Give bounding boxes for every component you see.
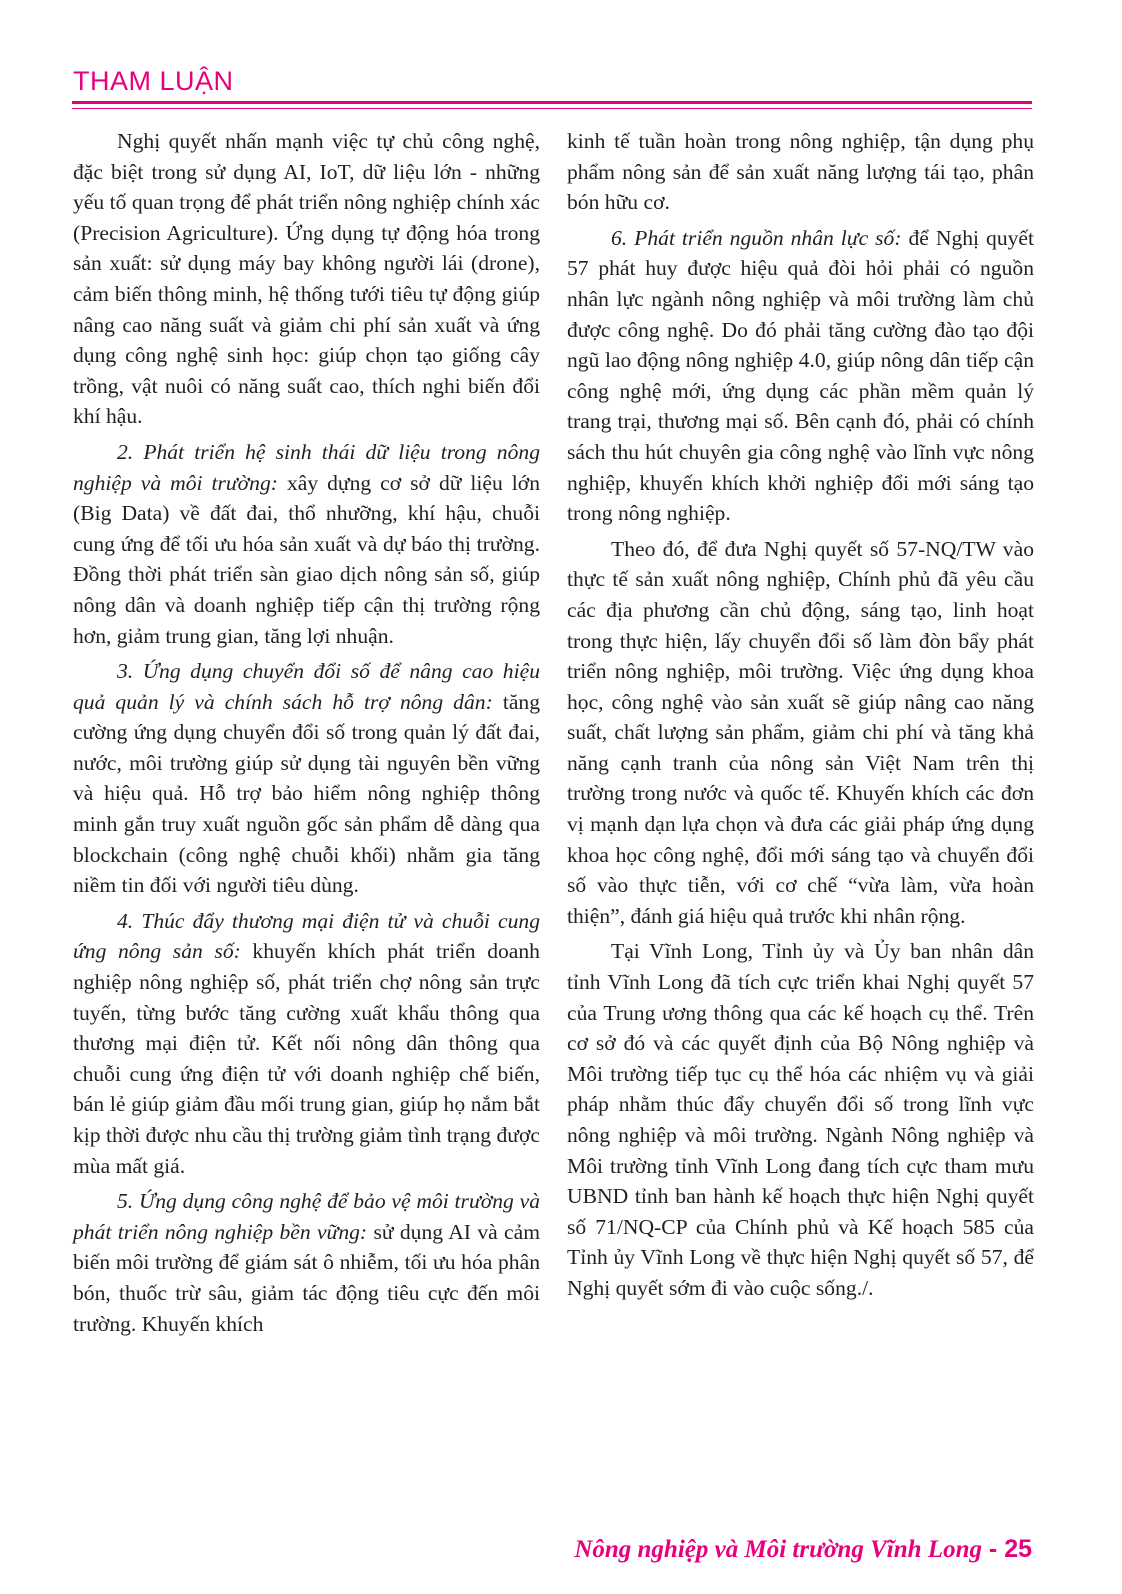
- paragraph: 6. Phát triển nguồn nhân lực số: để Nghị quyết 57 phát huy được hiệu quả đòi hỏi phải có nguồn nhân lực ngành nông nghiệp và môi trường làm chủ được công nghệ. Do đó phải tăng cường đào tạo đội ngũ lao động nông nghiệp 4.0, giúp nông dân tiếp cận công nghệ mới, ứng dụng các phần mềm quản lý trang trại, thương mại số. Bên cạnh đó, phải có chính sách thu hút chuyên gia công nghệ vào lĩnh vực nông nghiệp, khuyến khích khởi nghiệp đổi mới sáng tạo trong nông nghiệp.: [567, 225, 1034, 526]
- header-rule-thin: [72, 108, 1032, 109]
- footer-separator: -: [981, 1535, 1005, 1563]
- paragraph-heading: 2. Phát triển hệ sinh thái dữ liệu trong nông nghiệp và môi trường:: [73, 439, 540, 495]
- paragraph-heading: 3. Ứng dụng chuyển đổi số để nâng cao hiệu quả quản lý và chính sách hỗ trợ nông dân:: [73, 659, 540, 714]
- header-rule-thick: [72, 101, 1032, 104]
- footer-publication: [505, 1535, 1032, 1564]
- paragraph-heading: 4. Thúc đẩy thương mại điện tử và chuỗi cung ứng nông sản số:: [73, 908, 540, 964]
- paragraph: Theo đó, để đưa Nghị quyết số 57-NQ/TW vào thực tế sản xuất nông nghiệp, Chính phủ đã yêu cầu các địa phương cần chủ động, sáng tạo, linh hoạt trong thực hiện, lấy chuyển đổi số làm đòn bẩy phát triển nông nghiệp, môi trường. Việc ứng dụng khoa học, công nghệ vào sản xuất sẽ giúp nâng cao năng suất, chất lượng sản phẩm, giảm chi phí và tăng khả năng cạnh tranh của nông sản Việt Nam trên thị trường trong nước và quốc tế. Khuyến khích các đơn vị mạnh dạn lựa chọn và đưa các giải pháp ứng dụng khoa học công nghệ, đổi mới sáng tạo và chuyển đổi số vào thực tiễn, với cơ chế “vừa làm, vừa hoàn thiện”, đánh giá hiệu quả trước khi nhân rộng.: [567, 536, 1034, 928]
- page-number: 25: [1004, 1535, 1032, 1563]
- publication-name: Nông nghiệp và Môi trường Vĩnh Long: [574, 1536, 982, 1563]
- paragraph: 4. Thúc đẩy thương mại điện tử và chuỗi cung ứng nông sản số: khuyến khích phát triển doanh nghiệp nông nghiệp số, phát triển chợ nông sản trực tuyến, từng bước tăng cường xuất khẩu thông qua thương mại điện tử. Kết nối nông dân thông qua chuỗi cung ứng điện tử với doanh nghiệp chế biến, bán lẻ giúp giảm đầu mối trung gian, giúp họ nắm bắt kịp thời được nhu cầu thị trường giảm tình trạng được mùa mất giá.: [73, 908, 540, 1178]
- paragraph-heading: 6. Phát triển nguồn nhân lực số:: [611, 225, 902, 250]
- paragraph: 5. Ứng dụng công nghệ để bảo vệ môi trường và phát triển nông nghiệp bền vững: sử dụng AI và cảm biến môi trường để giám sát ô nhiễm, tối ưu hóa phân bón, thuốc trừ sâu, giảm tác động tiêu cực đến môi trường. Khuyến khích: [73, 1189, 540, 1336]
- paragraph: 2. Phát triển hệ sinh thái dữ liệu trong nông nghiệp và môi trường: xây dựng cơ sở dữ liệu lớn (Big Data) về đất đai, thổ nhưỡng, khí hậu, chuỗi cung ứng để tối ưu hóa sản xuất và dự báo thị trường. Đồng thời phát triển sàn giao dịch nông sản số, giúp nông dân và doanh nghiệp tiếp cận thị trường rộng hơn, giảm trung gian, tăng lợi nhuận.: [73, 439, 540, 648]
- paragraph-heading: 5. Ứng dụng công nghệ để bảo vệ môi trường và phát triển nông nghiệp bền vững:: [73, 1189, 540, 1244]
- section-title: THAM LUẬN: [73, 66, 234, 96]
- paragraph: Tại Vĩnh Long, Tỉnh ủy và Ủy ban nhân dân tỉnh Vĩnh Long đã tích cực triển khai Nghị quyết 57 của Trung ương thông qua các kế hoạch cụ thể. Trên cơ sở đó và các quyết định của Bộ Nông nghiệp và Môi trường tiếp tục cụ thể hóa các nhiệm vụ và giải pháp nhằm thúc đẩy chuyển đổi số trong lĩnh vực nông nghiệp và môi trường. Ngành Nông nghiệp và Môi trường tỉnh Vĩnh Long đang tích cực tham mưu UBND tỉnh ban hành kế hoạch thực hiện Nghị quyết số 71/NQ-CP của Chính phủ và Kế hoạch 585 của Tỉnh ủy Vĩnh Long về thực hiện Nghị quyết số 57, để Nghị quyết sớm đi vào cuộc sống./.: [567, 939, 1034, 1300]
- paragraph: 3. Ứng dụng chuyển đổi số để nâng cao hiệu quả quản lý và chính sách hỗ trợ nông dân: tăng cường ứng dụng chuyển đổi số trong quản lý đất đai, nước, môi trường giúp sử dụng tài nguyên bền vững và hiệu quả. Hỗ trợ bảo hiểm nông nghiệp thông minh gắn truy xuất nguồn gốc sản phẩm dễ dàng qua blockchain (công nghệ chuỗi khối) nhằm gia tăng niềm tin đối với người tiêu dùng.: [73, 659, 541, 898]
- paragraph: kinh tế tuần hoàn trong nông nghiệp, tận dụng phụ phẩm nông sản để sản xuất năng lượng tái tạo, phân bón hữu cơ.: [567, 129, 1034, 215]
- left-column: [73, 126, 540, 1339]
- paragraph: Nghị quyết nhấn mạnh việc tự chủ công nghệ, đặc biệt trong sử dụng AI, IoT, dữ liệu lớn - những yếu tố quan trọng để phát triển nông nghiệp chính xác (Precision Agriculture). Ứng dụng tự động hóa trong sản xuất: sử dụng máy bay không người lái (drone), cảm biến thông minh, hệ thống tưới tiêu tự động giúp nâng cao năng suất và giảm chi phí sản xuất và ứng dụng công nghệ sinh học: giúp chọn tạo giống cây trồng, vật nuôi có năng suất cao, thích nghi biến đổi khí hậu.: [73, 129, 540, 429]
- right-column: [567, 126, 1034, 1304]
